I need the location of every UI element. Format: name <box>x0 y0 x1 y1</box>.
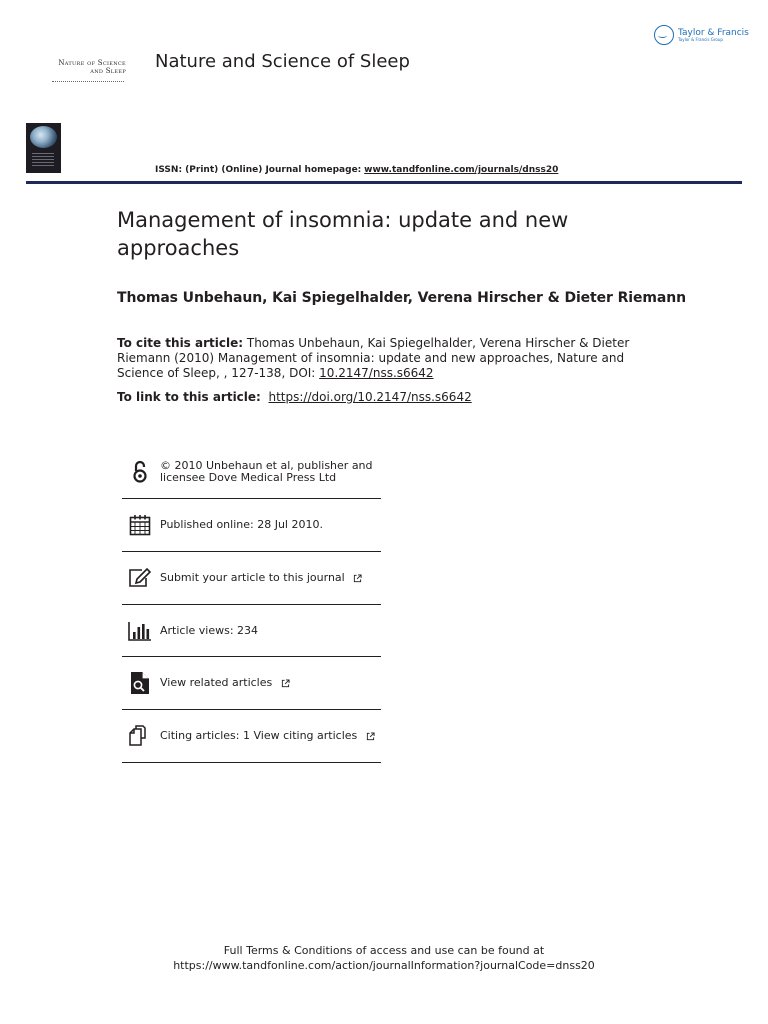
citing-icon <box>127 724 153 748</box>
license-line1: © 2010 Unbehaun et al, publisher and <box>160 459 373 472</box>
citing-articles-link[interactable]: Citing articles: 1 View citing articles <box>160 729 358 742</box>
cover-text-lines <box>32 153 54 167</box>
article-views: Article views: 234 <box>160 623 259 637</box>
article-title: Management of insomnia: update and new approaches <box>117 208 569 260</box>
footer-line1: Full Terms & Conditions of access and use can be found at <box>223 944 545 957</box>
article-authors: Thomas Unbehaun, Kai Spiegelhalder, Verena Hirscher & Dieter Riemann <box>117 290 686 306</box>
related-row[interactable] <box>122 657 381 710</box>
published-date: Published online: 28 Jul 2010. <box>160 518 323 531</box>
journal-cover-image <box>26 123 61 173</box>
publisher-logo[interactable] <box>654 22 754 48</box>
bar-chart-icon <box>127 619 153 643</box>
article-doi-url[interactable]: https://doi.org/10.2147/nss.s6642 <box>268 390 472 404</box>
link-label: To link to this article: <box>117 390 261 404</box>
article-link-line <box>117 390 472 404</box>
submit-row[interactable] <box>122 552 381 605</box>
publisher-logo-icon <box>654 25 674 45</box>
article-info-panel <box>122 446 381 763</box>
footer-terms <box>0 943 768 973</box>
external-link-icon <box>281 679 290 688</box>
header-divider <box>26 181 742 184</box>
view-related-link[interactable]: View related articles <box>160 676 273 689</box>
doi-link[interactable]: 10.2147/nss.s6642 <box>319 366 434 380</box>
footer-terms-url[interactable]: https://www.tandfonline.com/action/journalInformation?journalCode=dnss20 <box>173 959 595 972</box>
search-document-icon <box>127 671 153 695</box>
issn-label: ISSN: (Print) (Online) Journal homepage: <box>155 165 362 175</box>
journal-title: Nature and Science of Sleep <box>155 51 410 72</box>
cite-text: Thomas Unbehaun, Kai Spiegelhalder, Verena Hirscher & Dieter Riemann (2010) Management of insomnia: update and new approaches, Nature and Science of Sleep, , 127-138, DOI: <box>117 336 630 380</box>
journal-logo-line2: and Sleep <box>90 67 126 75</box>
journal-logo-line1: Nature of Science <box>58 59 126 67</box>
journal-homepage-link[interactable]: www.tandfonline.com/journals/dnss20 <box>364 165 559 175</box>
cover-brain-graphic <box>30 126 57 148</box>
issn-line <box>155 165 558 175</box>
calendar-icon <box>127 513 153 537</box>
citation <box>117 336 657 381</box>
external-link-icon <box>366 732 375 741</box>
cite-label: To cite this article: <box>117 336 244 350</box>
license-row <box>122 446 381 499</box>
citing-row[interactable] <box>122 710 381 763</box>
external-link-icon <box>353 574 362 583</box>
views-row <box>122 605 381 657</box>
publisher-name: Taylor & Francis <box>678 27 749 38</box>
submit-article-link[interactable]: Submit your article to this journal <box>160 571 345 584</box>
journal-logo-subline <box>52 81 124 85</box>
edit-icon <box>127 566 153 590</box>
license-line2: licensee Dove Medical Press Ltd <box>160 471 337 484</box>
published-row <box>122 499 381 552</box>
journal-logo <box>46 59 126 75</box>
publisher-tagline: Taylor & Francis Group <box>678 36 723 42</box>
open-access-icon <box>127 460 153 484</box>
